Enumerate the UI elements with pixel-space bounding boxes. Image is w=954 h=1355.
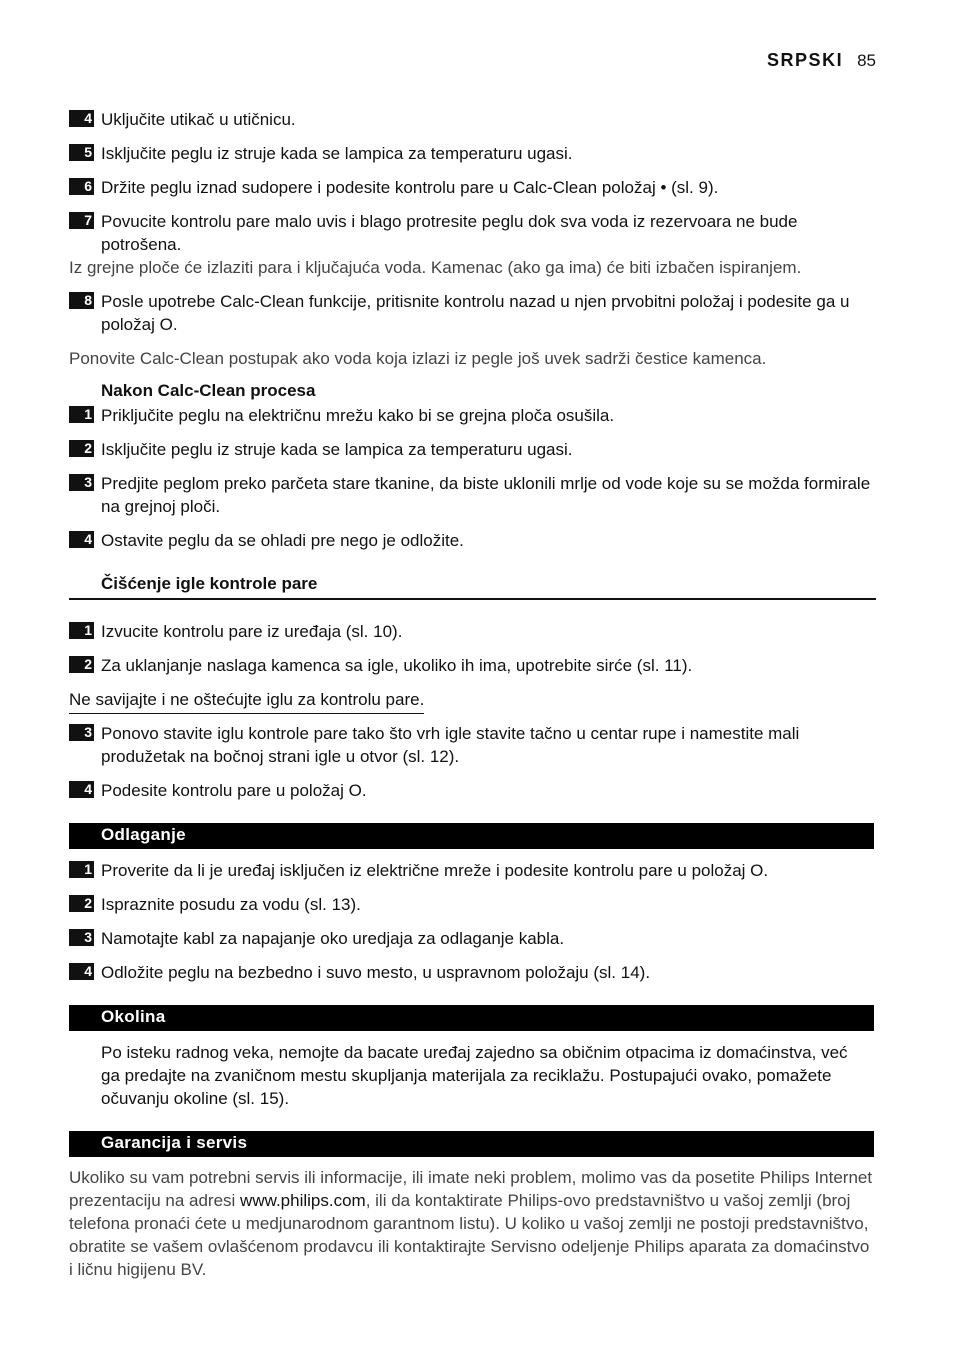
step-number: 1 xyxy=(69,622,94,639)
step-item xyxy=(69,722,877,768)
step-item xyxy=(69,620,877,643)
step-item xyxy=(69,961,877,984)
step-item xyxy=(69,859,877,882)
step-text: Priključite peglu na električnu mrežu kako bi se grejna ploča osušila. xyxy=(101,406,615,425)
page-number: 85 xyxy=(857,51,876,70)
step-text: Ispraznite posudu za vodu (sl. 13). xyxy=(101,895,361,914)
section-title: Garancija i servis xyxy=(101,1133,248,1152)
step-item xyxy=(69,472,877,518)
warning-note: Ne savijajte i ne oštećujte iglu za kontrolu pare. xyxy=(69,688,424,714)
step-text: Predjite peglom preko parčeta stare tkanine, da biste uklonili mrlje od vode koje su se možda formirale na grejnoj ploči. xyxy=(101,474,871,516)
section-header-storage xyxy=(69,823,874,849)
step-number: 1 xyxy=(69,861,94,878)
step-text: Ostavite peglu da se ohladi pre nego je odložite. xyxy=(101,531,464,550)
step-text: Proverite da li je uređaj isključen iz električne mreže i podesite kontrolu pare u položaj O. xyxy=(101,861,769,880)
step-text: Ponovo stavite iglu kontrole pare tako što vrh igle stavite tačno u centar rupe i namestite mali produžetak na bočnoj strani igle u otvor (sl. 12). xyxy=(101,724,800,766)
section-title: Odlaganje xyxy=(101,825,186,844)
repeat-note: Ponovite Calc-Clean postupak ako voda koja izlazi iz pegle još uvek sadrži čestice kamenca. xyxy=(69,349,767,368)
section-title: Okolina xyxy=(101,1007,166,1026)
step-number: 4 xyxy=(69,963,94,980)
step-number: 3 xyxy=(69,724,94,741)
step-text: Povucite kontrolu pare malo uvis i blago protresite peglu dok sva voda iz rezervoara ne bude potrošena. xyxy=(101,212,798,254)
guarantee-text-before: Ukoliko su vam potrebni servis ili informacije, ili imate neki problem, molimo vas da posetite Philips Internet prezentaciju na adresi xyxy=(69,1168,873,1210)
step-number: 1 xyxy=(69,406,94,423)
language-label: SRPSKI xyxy=(767,50,844,70)
step-item xyxy=(69,438,877,461)
step-item xyxy=(69,108,877,131)
step-text: Isključite peglu iz struje kada se lampica za temperaturu ugasi. xyxy=(101,144,573,163)
step-number: 3 xyxy=(69,474,94,491)
section-divider xyxy=(69,598,876,600)
step-item xyxy=(69,927,877,950)
guarantee-text xyxy=(69,1166,877,1281)
step-number: 8 xyxy=(69,292,94,309)
page-header xyxy=(767,50,876,71)
step-item xyxy=(69,210,877,256)
step-item xyxy=(69,654,877,677)
section-header-environment xyxy=(69,1005,874,1031)
philips-website-link[interactable]: www.philips.com xyxy=(240,1191,366,1210)
environment-text: Po isteku radnog veka, nemojte da bacate uređaj zajedno sa običnim otpacima iz domaćinstva, već ga predajte na zvaničnom mestu skupljanja materijala za reciklažu. Postupajući ovako, pomažete očuvanju okoline (sl. 15). xyxy=(101,1043,848,1108)
step-number: 3 xyxy=(69,929,94,946)
step-number: 2 xyxy=(69,440,94,457)
step-text: Odložite peglu na bezbedno i suvo mesto, u uspravnom položaju (sl. 14). xyxy=(101,963,651,982)
step-item xyxy=(69,176,877,199)
step-item xyxy=(69,142,877,165)
step-text: Izvucite kontrolu pare iz uređaja (sl. 10). xyxy=(101,622,403,641)
subsection-title: Čišćenje igle kontrole pare xyxy=(101,574,318,593)
step-item xyxy=(69,893,877,916)
guarantee-text-after: , ili da kontaktirate Philips-ovo predstavništvo u vašoj zemlji (broj telefona pronaći ćete u medjunarodnom garantnom listu). U koliko u vašoj zemlji ne postoji predstavništvo, obratite se vašem ovlašćenom prodavcu ili kontaktirajte Servisno odeljenje Philips aparata za domaćinstvo i ličnu higijenu BV. xyxy=(69,1191,870,1279)
step-item xyxy=(69,779,877,802)
step-number: 7 xyxy=(69,212,94,229)
step-item xyxy=(69,404,877,427)
step-number: 4 xyxy=(69,110,94,127)
step-number: 2 xyxy=(69,895,94,912)
step-number: 6 xyxy=(69,178,94,195)
step-number: 4 xyxy=(69,531,94,548)
step-text: Podesite kontrolu pare u položaj O. xyxy=(101,781,367,800)
step-text: Isključite peglu iz struje kada se lampica za temperaturu ugasi. xyxy=(101,440,573,459)
step-item xyxy=(69,529,877,552)
step-number: 2 xyxy=(69,656,94,673)
step-text: Namotajte kabl za napajanje oko uredjaja za odlaganje kabla. xyxy=(101,929,565,948)
step-text: Uključite utikač u utičnicu. xyxy=(101,110,296,129)
section-header-guarantee xyxy=(69,1131,874,1157)
step-number: 4 xyxy=(69,781,94,798)
step-text: Držite peglu iznad sudopere i podesite kontrolu pare u Calc-Clean položaj • (sl. 9). xyxy=(101,178,719,197)
step-text: Posle upotrebe Calc-Clean funkcije, pritisnite kontrolu nazad u njen prvobitni položaj i podesite ga u položaj O. xyxy=(101,292,850,334)
step-number: 5 xyxy=(69,144,94,161)
step-item xyxy=(69,290,877,336)
descaling-note: Iz grejne ploče će izlaziti para i ključajuća voda. Kamenac (ako ga ima) će biti izbačen ispiranjem. xyxy=(69,258,802,277)
subsection-title: Nakon Calc-Clean procesa xyxy=(101,381,316,400)
step-text: Za uklanjanje naslaga kamenca sa igle, ukoliko ih ima, upotrebite sirće (sl. 11). xyxy=(101,656,693,675)
